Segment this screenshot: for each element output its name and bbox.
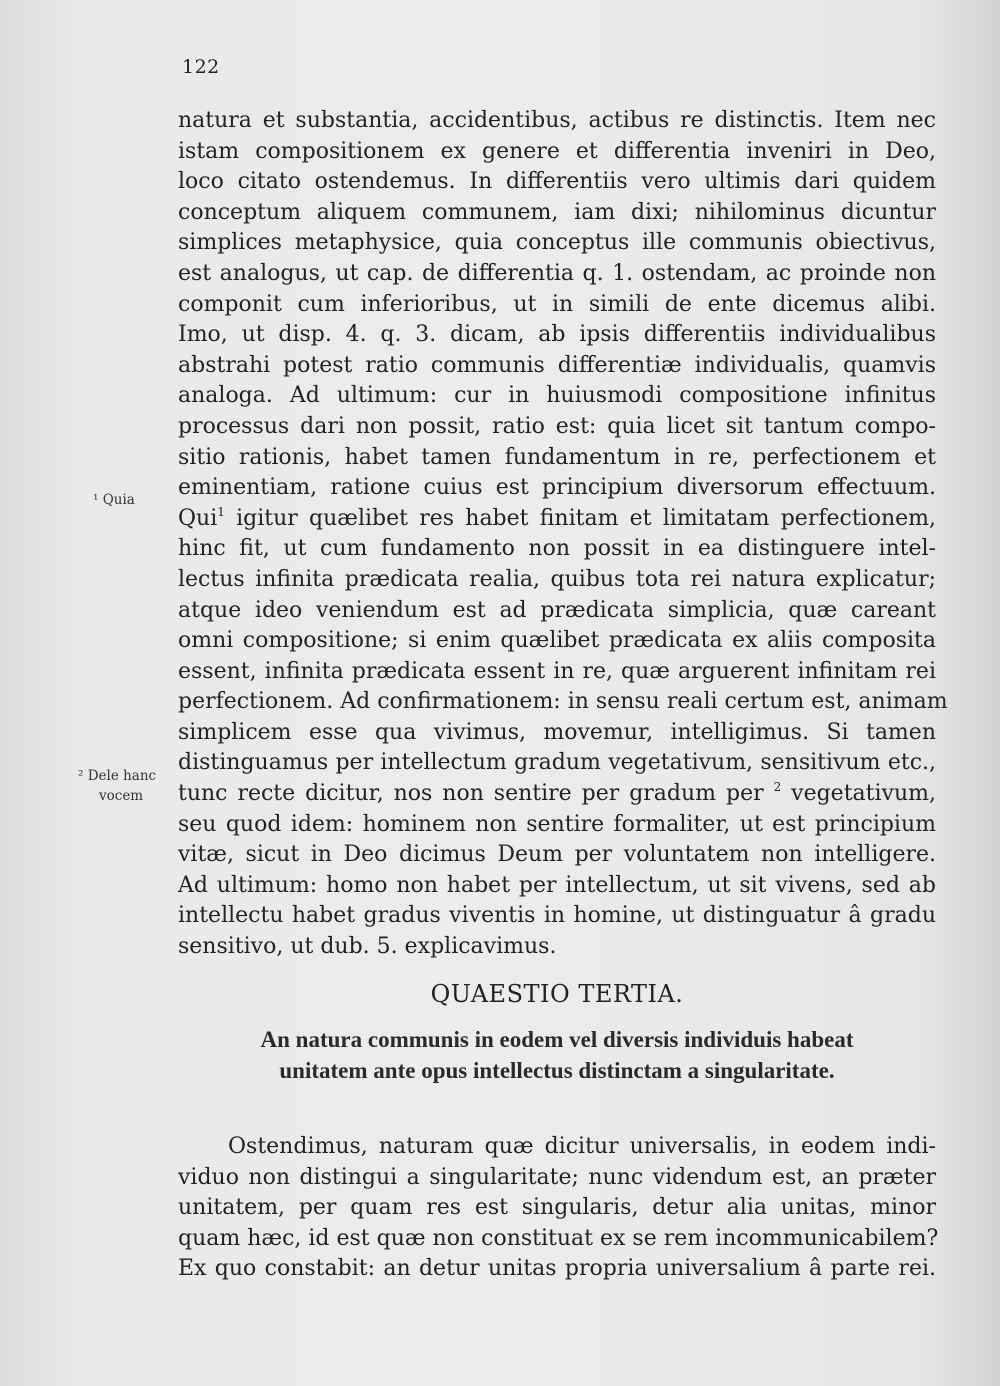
text-line: sitio rationis, habet tamen fundamentum in re, perfectionem et (178, 444, 936, 470)
section-subtitle (178, 1024, 936, 1086)
text-line: essent, infinita prædicata essent in re, quæ arguerent infinitam rei (178, 658, 936, 684)
text-line: natura et substantia, accidentibus, actibus re distinctis. Item nec (178, 108, 936, 133)
text-line: intellectu habet gradus viventis in homine, ut distinguatur â gradu (178, 903, 936, 929)
page-number: 122 (182, 56, 220, 78)
text-line: eminentiam, ratione cuius est principium diversorum effectuum. (178, 475, 936, 501)
text-line: est analogus, ut cap. de differentia q. 1. ostendam, ac proinde non (178, 260, 936, 286)
text-line: sensitivo, ut dub. 5. explicavimus. (178, 934, 557, 960)
text-line: processus dari non possit, ratio est: quia licet sit tantum compo- (178, 413, 936, 439)
text-line: analoga. Ad ultimum: cur in huiusmodi compositione infinitus (178, 383, 936, 409)
text-line: Ex quo constabit: an detur unitas propria universalium â parte rei. (178, 1256, 936, 1282)
text-line: unitatem, per quam res est singularis, detur alia unitas, minor (178, 1195, 936, 1221)
text-line: Ostendimus, naturam quæ dicitur universalis, in eodem indi- (228, 1134, 936, 1159)
text-line: perfectionem. Ad confirmationem: in sensu reali certum est, animam (178, 689, 948, 715)
section-subtitle-line: unitatem ante opus intellectus distinctam a singularitate. (279, 1058, 835, 1083)
text-line: componit cum inferioribus, ut in simili de ente dicemus alibi. (178, 291, 936, 317)
text-line: quam hæc, id est quæ non constituat ex se rem incommunicabilem? (178, 1225, 939, 1251)
text-line: vitæ, sicut in Deo dicimus Deum per voluntatem non intelligere. (178, 842, 936, 868)
section-title: QUAESTIO TERTIA. (430, 980, 684, 1008)
text-fragment: Qui (178, 505, 218, 531)
text-line-per (178, 779, 936, 810)
text-line: distinguamus per intellectum gradum vegetativum, sensitivum etc., (178, 750, 936, 776)
text-fragment: tunc recte dicitur, nos non sentire per gradum per (178, 781, 764, 807)
margin-note-vocem: vocem (99, 788, 144, 804)
text-line: viduo non distingui a singularitate; nunc videndum est, an præter (178, 1164, 936, 1190)
text-fragment: vegetativum, (781, 781, 936, 807)
text-line: conceptum aliquem communem, iam dixi; nihilominus dicuntur (178, 199, 936, 225)
footnote-marker-1: 1 (217, 504, 225, 519)
text-line: abstrahi potest ratio communis differentiæ individualis, quamvis (178, 352, 936, 378)
text-line: omni compositione; si enim quælibet prædicata ex aliis composita (178, 628, 936, 654)
margin-note-dele-hanc: ² Dele hanc (78, 768, 157, 784)
text-line-qui (178, 504, 936, 535)
main-paragraph (178, 106, 948, 963)
text-line: Ad ultimum: homo non habet per intellectum, ut sit vivens, sed ab (178, 872, 936, 898)
text-line: loco citato ostendemus. In differentiis vero ultimis dari quidem (178, 169, 936, 195)
text-line: simplicem esse qua vivimus, movemur, intelligimus. Si tamen (178, 719, 936, 745)
text-line: simplices metaphysice, quia conceptus ille communis obiectivus, (178, 230, 936, 256)
margin-note-quia: ¹ Quia (93, 492, 135, 508)
text-fragment: igitur quælibet res habet finitam et limitatam perfectionem, (224, 505, 936, 531)
text-line: seu quod idem: hominem non sentire formaliter, ut est principium (178, 811, 936, 837)
text-line: atque ideo veniendum est ad prædicata simplicia, quæ careant (178, 597, 936, 623)
text-line: lectus infinita prædicata realia, quibus tota rei natura explicatur; (178, 566, 936, 592)
text-line: Imo, ut disp. 4. q. 3. dicam, ab ipsis differentiis individualibus (178, 322, 936, 348)
second-paragraph (178, 1132, 939, 1285)
footnote-marker-2: 2 (773, 780, 782, 795)
text-line: istam compositionem ex genere et differentia inveniri in Deo, (178, 138, 936, 164)
section-subtitle-line: An natura communis in eodem vel diversis individuis habeat (260, 1027, 854, 1052)
text-line: hinc fit, ut cum fundamento non possit in ea distinguere intel- (178, 536, 936, 562)
